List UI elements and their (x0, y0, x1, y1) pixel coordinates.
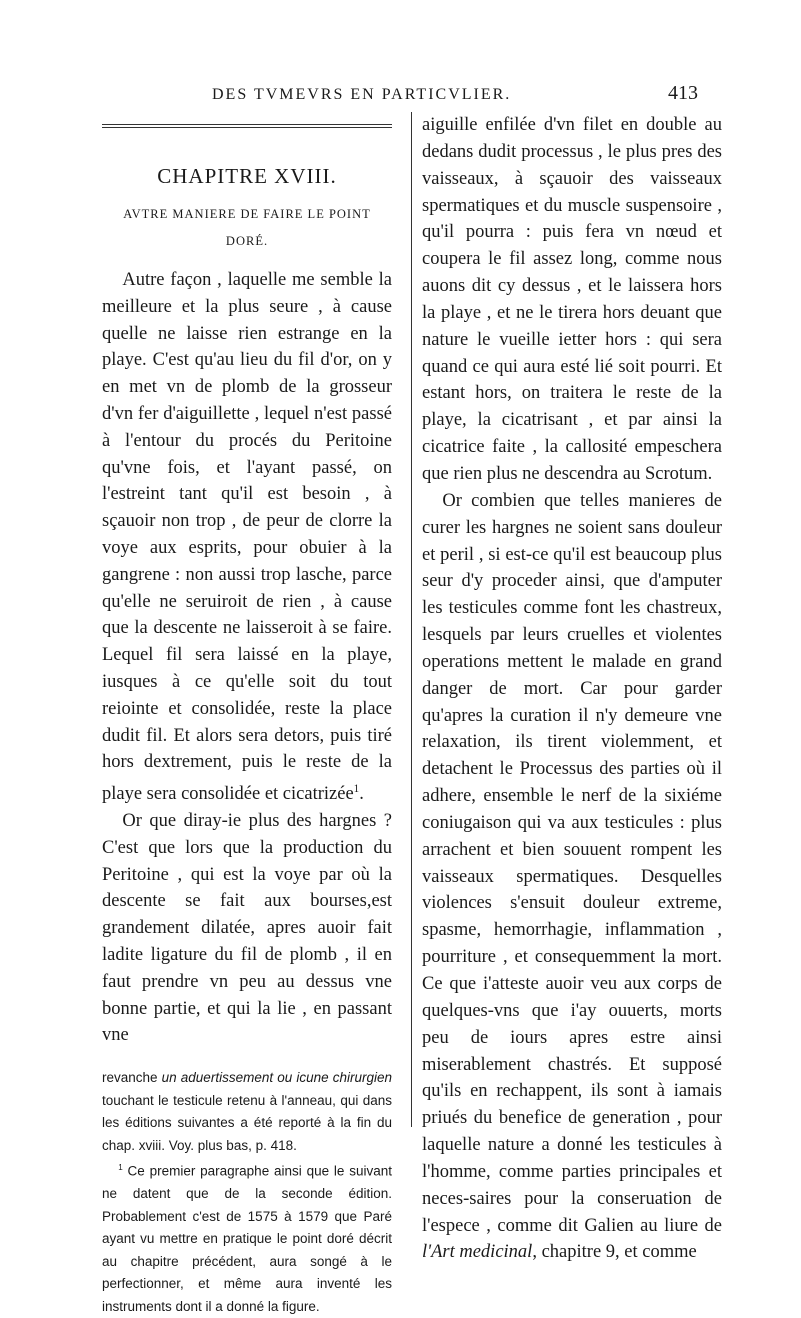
running-head (0, 82, 801, 110)
left-body (102, 267, 392, 1049)
footnote-text: touchant le testicule retenu à l'anneau, qui dans les éditions suivantes a été reporté à la fin du chap. xviii. Voy. plus bas, p. 418. (102, 1092, 392, 1153)
footnote-number: 1 (118, 1163, 123, 1173)
footnotes (102, 1067, 392, 1318)
paragraph: aiguille enfilée d'vn filet en double au dedans dudit processus , le plus pres des vaisseaux, à sçauoir des vaisseaux spermatiques et du muscle suspensoire , qu'il pourra : puis fera vn nœud et coupera le fil assez long, comme nous auons dit cy dessus , et le laissera hors la playe , et ne le tirera hors deuant que nature le vueille ietter hors : qui sera quand ce qui aura esté lié soit pourri. Et estant hors, on traitera le reste de la playe, la cicatrisant , et par ainsi la cicatrice faite , la callosité empeschera que rien plus ne descendra au Scrotum. (422, 115, 722, 484)
paragraph: Autre façon , laquelle me semble la meilleure et la plus seure , à cause quelle ne laisse rien estrange en la playe. C'est qu'au lieu du fil d'or, on y en met vn de plomb de la grosseur d'vn fer d'aiguillette , lequel n'est passé à l'entour du procés du Peritoine qu'vne fois, et l'ayant passé, on l'estreint tant qu'il est besoin , à sçauoir non trop , de peur de clorre la voye aux esprits, pour obuier à la gangrene : non aussi trop lasche, parce qu'elle ne seruiroit de rien , à cause que la descente ne laisseroit à se faire. Lequel fil sera laissé en la playe, iusques à ce qu'elle soit du tout reiointe et consolidée, reste la place dudit fil. Et alors sera detors, puis tiré hors dextrement, puis le reste de la playe sera consolidée et cicatrizée$^1$. (102, 270, 392, 805)
italic-title: l'Art medicinal (422, 1242, 533, 1263)
double-rule-divider (102, 124, 392, 128)
paragraph (422, 488, 722, 1266)
footnote-marker: 1 (353, 783, 360, 796)
paragraph-text: Or combien que telles manieres de curer les hargnes ne soient sans douleur et peril , si est-ce qu'il est beaucoup plus seur d'y proceder ainsi, que d'amputer les testicules comme font les chastreux, lesquels par leurs cruelles et violentes operations mettent le malade en grand danger de mort. Car pour garder qu'apres la curation il n'y demeure vne relaxation, ils tirent violemment, et detachent le Processus des parties où il adhere, ensemble le nerf de la sixiéme coniugaison qui va aux testicules : plus arrachent et bien souuent rompent les vaisseaux spermatiques. Desquelles violences s'ensuit douleur extreme, spasme, hemorrhagie, inflammation , pourriture , et consequemment la mort. Ce que i'atteste auoir veu aux corps de quelques-vns que i'ay ouuerts, morts peu de iours apres estre ainsi miserablement chastrés. Et supposé qu'ils en rechappent, ils sont à iamais priués du benefice de generation , pour laquelle nature a donné les testicules à l'homme, comme parties principales et neces-saires pour la conseruation de l'espece , comme dit Galien au liure de (422, 490, 722, 1236)
right-column (411, 112, 722, 1263)
footnote (102, 1157, 392, 1318)
paragraph-text: , chapitre 9, et comme (532, 1242, 697, 1263)
running-title: DES TVMEVRS EN PARTICVLIER. (212, 86, 512, 103)
footnote-text: revanche (102, 1070, 162, 1086)
footnote-continuation (102, 1067, 392, 1157)
paragraph: Or que diray-ie plus des hargnes ? C'est que lors que la production du Peritoine , qui est la voye par où la descente se fait aux bourses,est grandement dilatée, apres auoir fait ladite ligature du fil de plomb , il en faut prendre vn peu au dessus vne bonne partie, et qui la lie , en passant vne (102, 811, 392, 1046)
subtitle-line-2: DORÉ. (225, 234, 269, 248)
footnote-text: Ce premier paragraphe ainsi que le suivant ne datent que de la seconde édition. Probablement c'est de 1575 à 1579 que Paré ayant vu mettre en pratique le point doré décrit au chapitre précédent, aura songé à le perfectionner, et même aura inventé les instruments dont il a donné la figure. (102, 1163, 392, 1314)
paragraph-text: Autre façon , laquelle me semble la meilleure et la plus seure , à cause quelle ne laisse rien estrange en la playe. C'est qu'au lieu du fil d'or, on y en met vn de plomb de la grosseur d'vn fer d'aiguillette , lequel n'est passé à l'entour du procés du Peritoine qu'vne fois, et l'ayant passé, on l'estreint tant qu'il est besoin , à sçauoir non trop , de peur de clorre la voye aux esprits, pour obuier à la gangrene : non aussi trop lasche, parce qu'elle ne seruiroit de rien , à cause que la descente ne laisseroit à se faire. Lequel fil sera laissé en la playe, iusques à ce qu'elle soit du tout reiointe et consolidée, reste la place dudit fil. Et alors sera detors, puis tiré hors dextrement, puis le reste de la playe sera consolidée et cicatrizée (102, 270, 392, 805)
chapter-subtitle (102, 201, 392, 255)
subtitle-line-1: AVTRE MANIERE DE FAIRE LE POINT (123, 207, 371, 221)
chapter-title: CHAPITRE XVIII. (157, 164, 337, 188)
left-column (102, 118, 392, 1318)
page-number: 413 (668, 82, 698, 104)
footnote-italic-text: un aduertissement ou icune chirurgien (161, 1070, 392, 1086)
right-body (422, 112, 722, 1266)
